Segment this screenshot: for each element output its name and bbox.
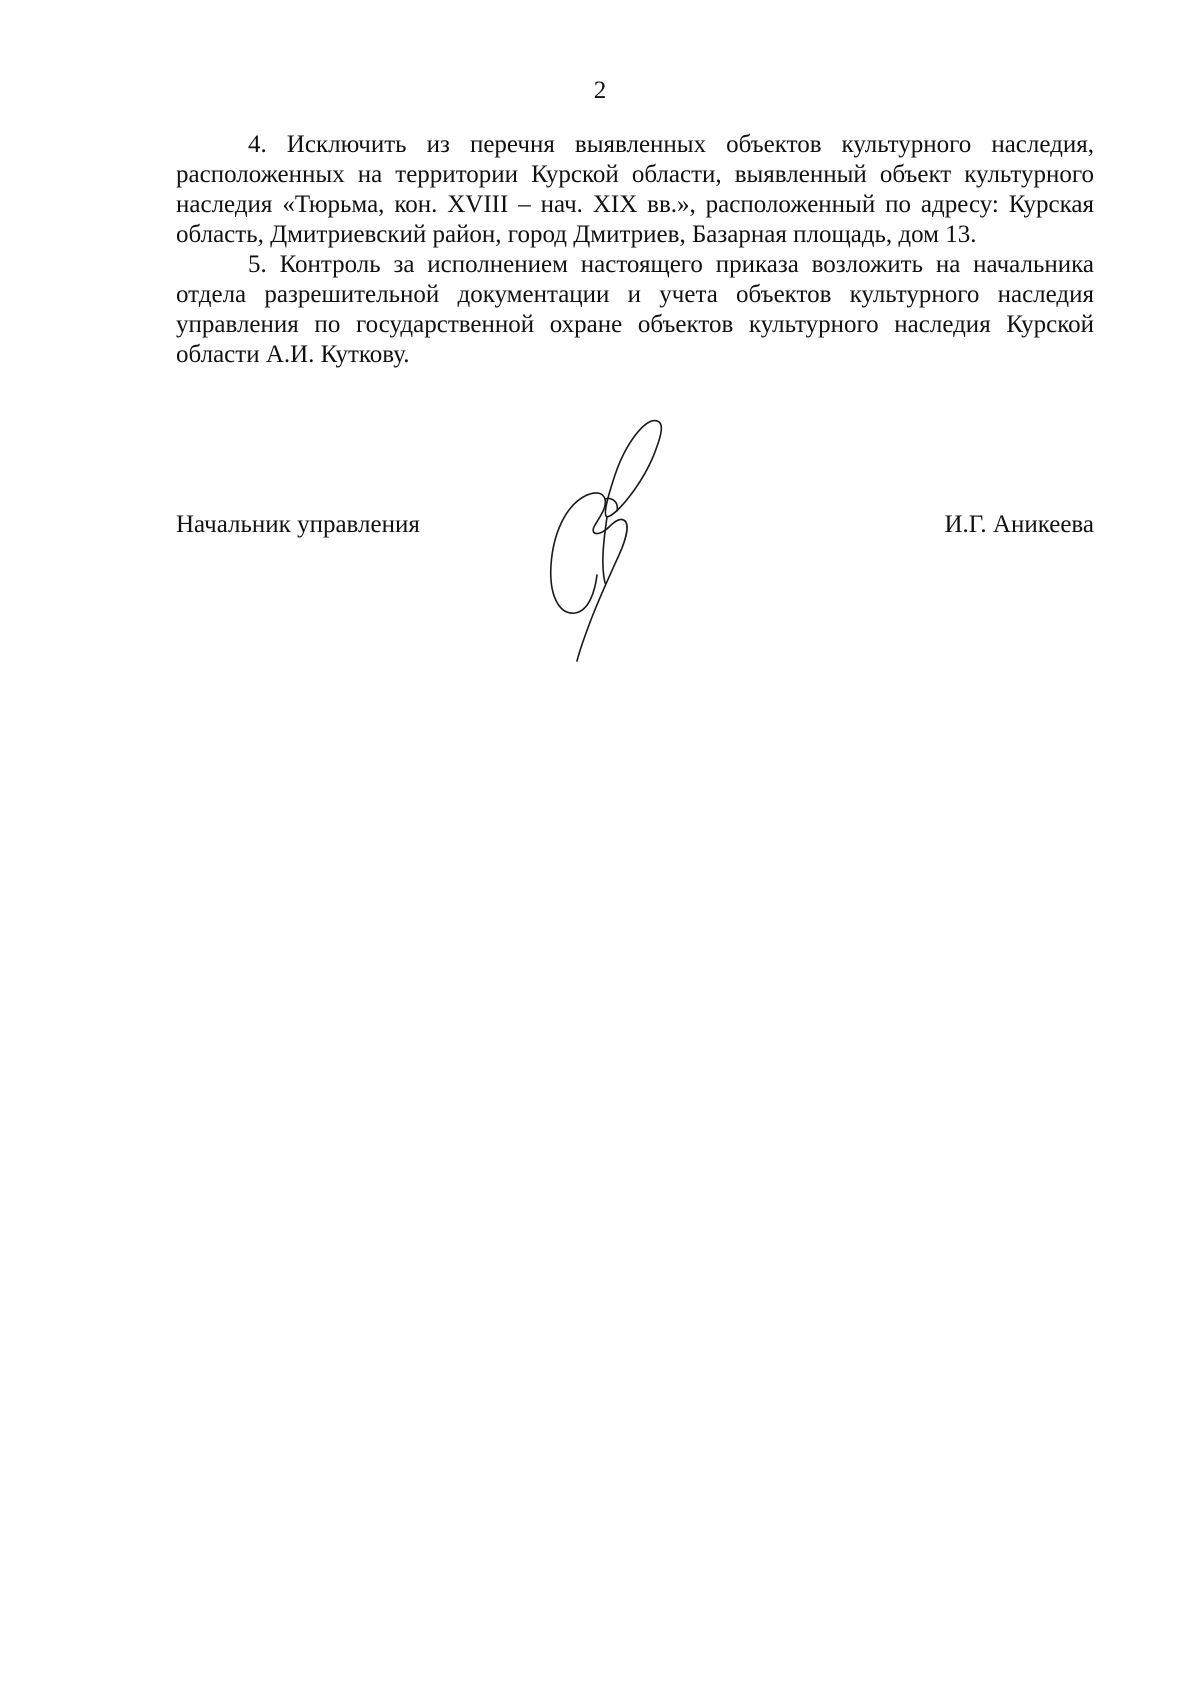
signatory-name: И.Г. Аникеева: [944, 511, 1094, 538]
paragraph-item-4: 4. Исключить из перечня выявленных объектов культурного наследия, расположенных на территории Курской области, выявленный объект культурного наследия «Тюрьма, кон. XVIII – нач. XIX вв.», расположенный по адресу: Курская область, Дмитриевский район, город Дмитриев, Базарная площадь, дом 13.: [176, 131, 1094, 248]
signatory-position: Начальник управления: [176, 511, 420, 538]
handwritten-signature: [545, 415, 715, 665]
page-number: 2: [593, 77, 607, 104]
document-body: [176, 130, 1094, 370]
paragraph-item-5: 5. Контроль за исполнением настоящего приказа возложить на начальника отдела разрешительной документации и учета объектов культурного наследия управления по государственной охране объектов культурного наследия Курской области А.И. Куткову.: [176, 251, 1094, 368]
